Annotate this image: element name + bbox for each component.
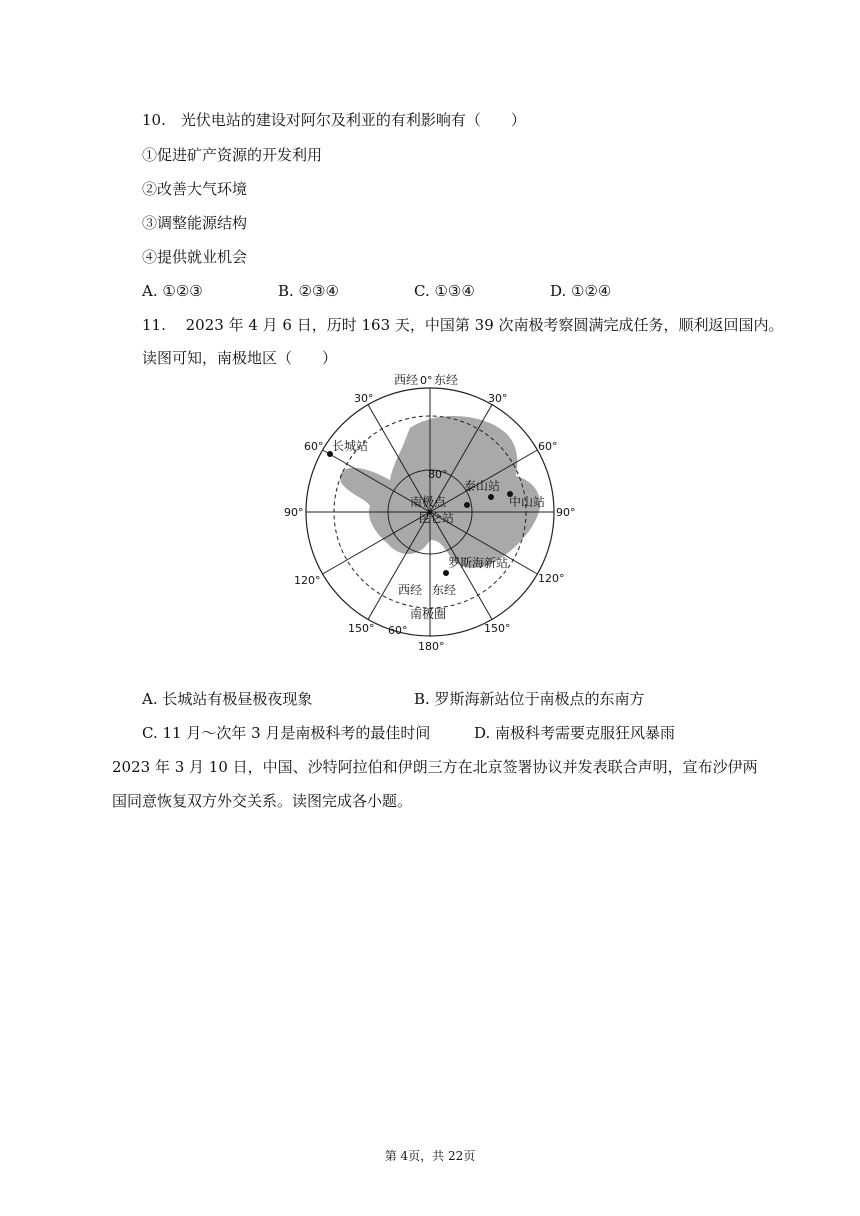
label-taishan: 泰山站 — [464, 479, 501, 493]
label-lat80: 80° — [428, 468, 448, 481]
label-antarctic-circle: 南极圈 — [410, 607, 447, 621]
antarctica-polar-map — [270, 368, 590, 658]
q11-option-b: B. 罗斯海新站位于南极点的东南方 — [414, 690, 645, 708]
intro-line-2: 国同意恢复双方外交关系。读图完成各小题。 — [112, 792, 413, 810]
label-changcheng: 长城站 — [332, 439, 369, 453]
q10-item-2: ②改善大气环境 — [142, 180, 248, 198]
label-south-pole: 南极点 — [410, 495, 447, 509]
label-luosihai: 罗斯海新站 — [448, 556, 509, 570]
label-bottom-east: 东经 — [432, 583, 457, 597]
label-bottom-west: 西经 — [398, 583, 423, 597]
q11-option-a: A. 长城站有极昼极夜现象 — [142, 690, 313, 708]
label-top-east: 东经 — [434, 373, 459, 387]
deg-w60: 60° — [304, 440, 324, 453]
label-top-west: 西经 — [394, 373, 419, 387]
station-dot-luosihai — [443, 570, 449, 576]
deg-s180: 180° — [418, 640, 445, 653]
deg-s60: 60° — [388, 624, 408, 637]
q11-option-d: D. 南极科考需要克服狂风暴雨 — [474, 724, 676, 742]
q10-item-3: ③调整能源结构 — [142, 214, 248, 232]
q10-item-1: ①促进矿产资源的开发利用 — [142, 146, 323, 164]
intro-line-1: 2023 年 3 月 10 日，中国、沙特阿拉伯和伊朗三方在北京签署协议并发表联合声明，宣布沙伊两 — [112, 758, 758, 776]
label-kunlun: 昆仑站 — [418, 511, 455, 525]
q10-item-4: ④提供就业机会 — [142, 248, 248, 266]
station-dot-kunlun — [464, 502, 470, 508]
label-zhongshan: 中山站 — [509, 495, 546, 509]
deg-e150: 150° — [484, 622, 511, 635]
q11-stem-line2: 读图可知，南极地区（ ） — [142, 349, 338, 367]
station-dot-taishan — [488, 494, 494, 500]
q10-option-d: D. ①②④ — [550, 282, 612, 300]
q10-option-b: B. ②③④ — [278, 282, 339, 300]
deg-e30: 30° — [488, 392, 508, 405]
q10-stem: 10. 光伏电站的建设对阿尔及利亚的有利影响有（ ） — [142, 111, 526, 129]
label-top-deg: 0° — [420, 374, 433, 387]
q11-option-c: C. 11 月～次年 3 月是南极科考的最佳时间 — [142, 724, 431, 742]
deg-e60: 60° — [538, 440, 558, 453]
deg-w150: 150° — [348, 622, 375, 635]
page-footer: 第 4页，共 22页 — [384, 1149, 476, 1163]
q11-stem-line1: 11. 2023 年 4 月 6 日，历时 163 天，中国第 39 次南极考察圆满完成任务，顺利返回国内。 — [142, 316, 784, 334]
deg-w120: 120° — [294, 574, 321, 587]
q10-option-a: A. ①②③ — [142, 282, 203, 300]
deg-e120: 120° — [538, 572, 565, 585]
deg-w30: 30° — [354, 392, 374, 405]
deg-w90: 90° — [284, 506, 304, 519]
q10-option-c: C. ①③④ — [414, 282, 475, 300]
deg-e90: 90° — [556, 506, 576, 519]
